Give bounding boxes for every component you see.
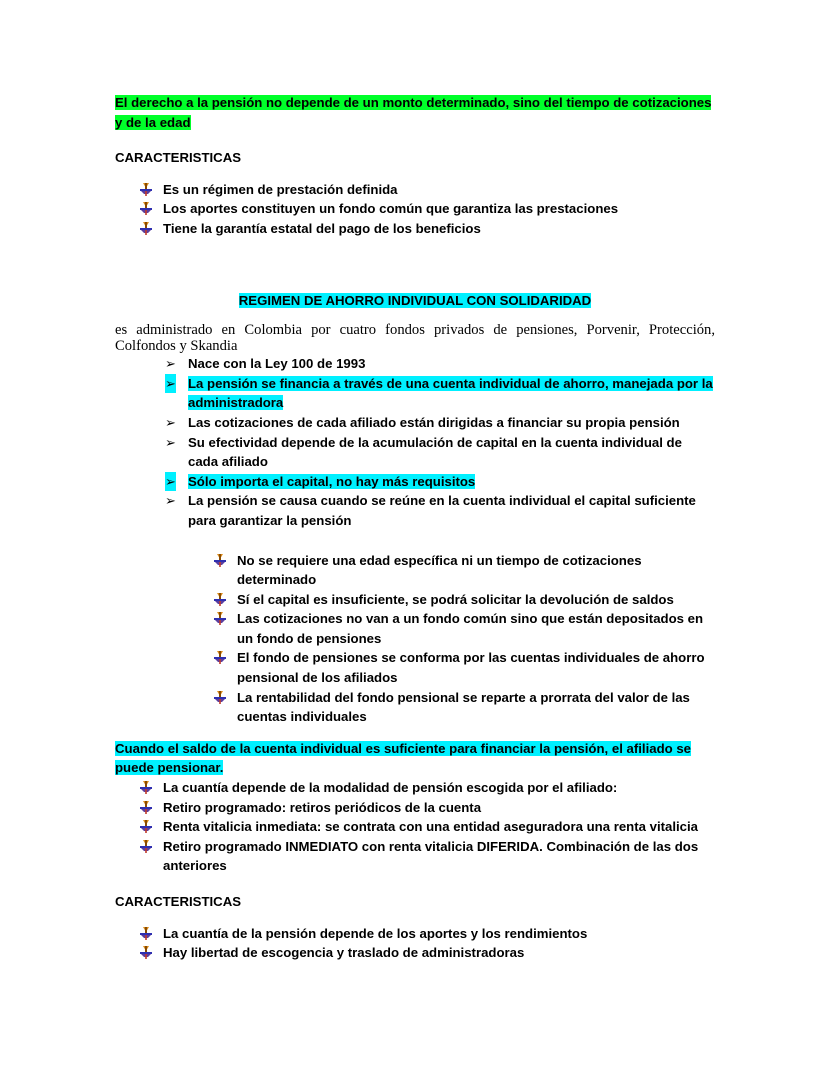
pushpin-icon	[139, 945, 153, 959]
arrow-bullet-icon: ➢	[165, 434, 176, 450]
list-item: ➢ La pensión se financia a través de una cuenta individual de ahorro, manejada por la administradora	[165, 375, 713, 411]
section1-heading: CARACTERISTICAS	[115, 150, 242, 166]
intro-text: El derecho a la pensión no depende de un monto determinado, sino del tiempo de cotizaciones y de la edad	[115, 95, 712, 130]
list-item: Es un régimen de prestación definida	[115, 180, 715, 200]
pushpin-icon	[139, 839, 153, 853]
sufficiency-text: Cuando el saldo de la cuenta individual es suficiente para financiar la pensión, el afiliado se puede pensionar.	[115, 740, 692, 776]
arrow-bullet-icon: ➢	[165, 472, 176, 492]
document	[115, 93, 715, 963]
list-item: La cuantía de la pensión depende de los aportes y los rendimientos	[115, 924, 715, 944]
pushpin-icon	[213, 690, 227, 704]
list-item: Los aportes constituyen un fondo común que garantiza las prestaciones	[115, 199, 715, 219]
rais-points	[115, 354, 715, 530]
pushpin-icon	[139, 201, 153, 215]
list-item: ➢ Las cotizaciones de cada afiliado están dirigidas a financiar su propia pensión	[115, 413, 715, 433]
pushpin-icon	[139, 221, 153, 235]
pushpin-icon	[213, 611, 227, 625]
rais-subpoints	[115, 551, 715, 727]
intro-paragraph	[115, 93, 715, 132]
arrow-bullet-icon: ➢	[165, 356, 176, 372]
list-item: Sí el capital es insuficiente, se podrá solicitar la devolución de saldos	[115, 590, 715, 610]
list-item: ➢ Nace con la Ley 100 de 1993	[115, 354, 715, 374]
section1-list	[115, 180, 715, 239]
list-item: Retiro programado: retiros periódicos de la cuenta	[115, 798, 715, 818]
list-item: ➢ Sólo importa el capital, no hay más requisitos	[115, 472, 715, 492]
list-item: La cuantía depende de la modalidad de pensión escogida por el afiliado:	[115, 778, 715, 798]
pushpin-icon	[213, 553, 227, 567]
arrow-bullet-icon: ➢	[165, 493, 176, 509]
rais-description: es administrado en Colombia por cuatro fondos privados de pensiones, Porvenir, Protección, Colfondos y Skandia	[115, 322, 715, 355]
pushpin-icon	[139, 926, 153, 940]
sufficiency-paragraph	[115, 739, 715, 778]
arrow-bullet-icon: ➢	[165, 374, 176, 394]
section2-list	[115, 924, 715, 963]
list-item: ➢ La pensión se causa cuando se reúne en la cuenta individual el capital suficiente para garantizar la pensión	[165, 493, 696, 528]
list-item: ➢ Su efectividad depende de la acumulación de capital en la cuenta individual de cada afiliado	[165, 434, 682, 470]
pushpin-icon	[213, 650, 227, 664]
pushpin-icon	[139, 182, 153, 196]
list-item: Tiene la garantía estatal del pago de los beneficios	[115, 219, 715, 239]
rais-title-wrap	[115, 291, 715, 311]
section2-heading: CARACTERISTICAS	[115, 894, 242, 909]
list-item: La rentabilidad del fondo pensional se reparte a prorrata del valor de las cuentas individuales	[115, 688, 715, 727]
pushpin-icon	[139, 800, 153, 814]
pushpin-icon	[213, 592, 227, 606]
list-item: Renta vitalicia inmediata: se contrata con una entidad aseguradora una renta vitalicia	[115, 817, 715, 837]
list-item: El fondo de pensiones se conforma por las cuentas individuales de ahorro pensional de los afiliados	[115, 648, 715, 687]
arrow-bullet-icon: ➢	[165, 414, 176, 430]
pushpin-icon	[139, 780, 153, 794]
list-item: Las cotizaciones no van a un fondo común sino que están depositados en un fondo de pensiones	[115, 609, 715, 648]
list-item: Hay libertad de escogencia y traslado de administradoras	[115, 943, 715, 963]
modalities-list	[115, 778, 715, 876]
rais-title: REGIMEN DE AHORRO INDIVIDUAL CON SOLIDARIDAD	[238, 292, 592, 308]
pushpin-icon	[139, 819, 153, 833]
list-item: Retiro programado INMEDIATO con renta vitalicia DIFERIDA. Combinación de las dos anteriores	[115, 837, 715, 876]
list-item: No se requiere una edad específica ni un tiempo de cotizaciones determinado	[115, 551, 715, 590]
